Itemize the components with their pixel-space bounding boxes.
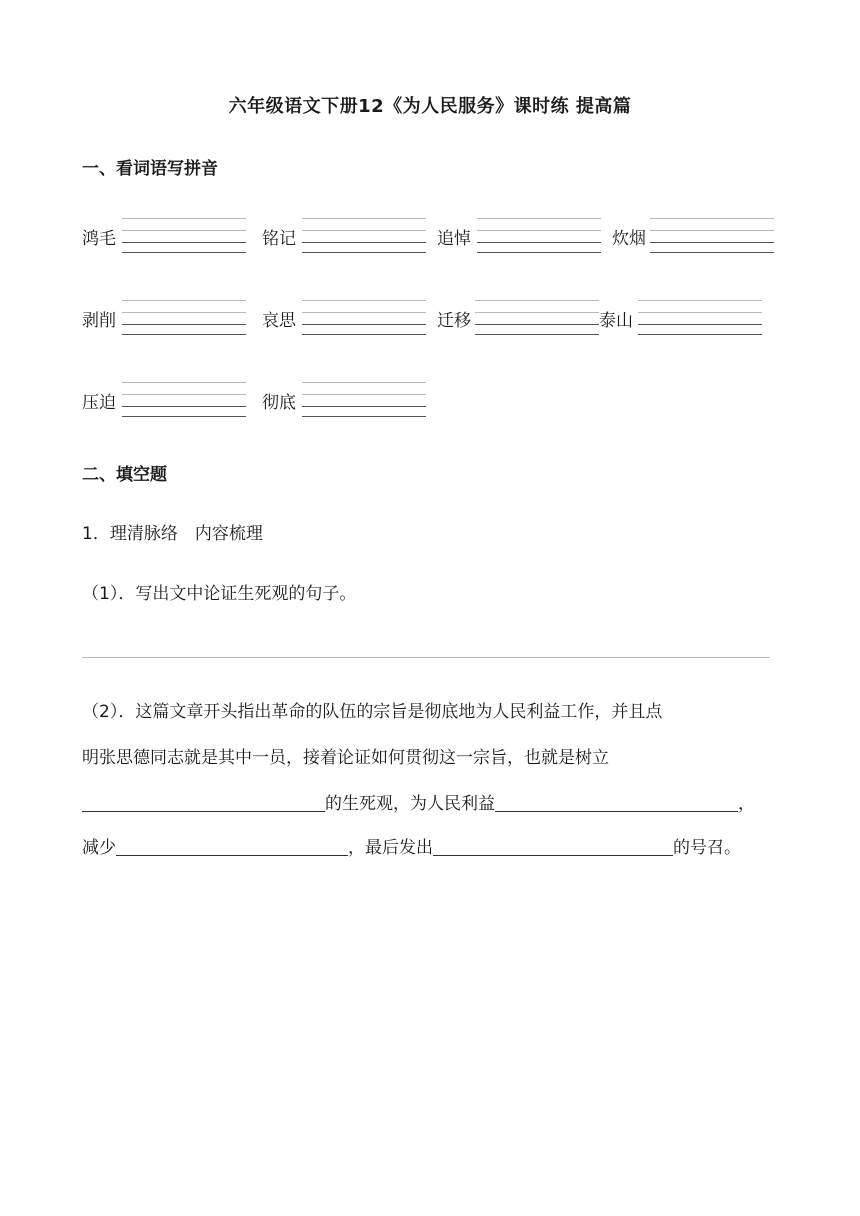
word-label: 彻底 — [262, 393, 296, 413]
word-label: 迁移 — [437, 311, 471, 331]
blank-text: 减少 — [82, 838, 116, 858]
fill-blank[interactable] — [82, 795, 325, 812]
question-1-heading: 1．理清脉络 内容梳理 — [82, 524, 263, 544]
pinyin-writing-lines[interactable] — [638, 300, 762, 336]
section-heading-pinyin: 一、看词语写拼音 — [82, 159, 218, 179]
word-label: 铭记 — [262, 229, 296, 249]
pinyin-writing-lines[interactable] — [302, 382, 426, 418]
fill-blank[interactable] — [116, 839, 348, 856]
word-label: 压迫 — [82, 393, 116, 413]
question-1-sub-1: （1）．写出文中论证生死观的句子。 — [82, 584, 357, 604]
word-label: 追悼 — [437, 229, 471, 249]
pinyin-writing-lines[interactable] — [122, 300, 246, 336]
word-label: 哀思 — [262, 311, 296, 331]
pinyin-writing-lines[interactable] — [477, 218, 601, 254]
blank-text: ， — [738, 794, 755, 814]
answer-line[interactable] — [82, 657, 770, 658]
word-label: 炊烟 — [612, 229, 646, 249]
fill-blank[interactable] — [433, 839, 673, 856]
question-1-sub-2-line-3 — [82, 789, 755, 814]
section-heading-fill-blank: 二、填空题 — [82, 465, 167, 485]
question-1-sub-2-line-1: （2）．这篇文章开头指出革命的队伍的宗旨是彻底地为人民利益工作，并且点 — [82, 702, 663, 722]
pinyin-writing-lines[interactable] — [302, 218, 426, 254]
question-1-sub-2-line-4 — [82, 833, 741, 858]
page-title: 六年级语文下册12《为人民服务》课时练 提高篇 — [228, 96, 632, 117]
pinyin-writing-lines[interactable] — [122, 218, 246, 254]
question-1-sub-2-line-2: 明张思德同志就是其中一员，接着论证如何贯彻这一宗旨，也就是树立 — [82, 748, 609, 768]
pinyin-writing-lines[interactable] — [122, 382, 246, 418]
blank-text: ，最后发出 — [348, 838, 433, 858]
blank-text: 的号召。 — [673, 838, 741, 858]
fill-blank[interactable] — [495, 795, 738, 812]
word-label: 泰山 — [599, 311, 633, 331]
pinyin-writing-lines[interactable] — [650, 218, 774, 254]
pinyin-writing-lines[interactable] — [302, 300, 426, 336]
word-label: 剥削 — [82, 311, 116, 331]
pinyin-writing-lines[interactable] — [475, 300, 599, 336]
blank-text: 的生死观，为人民利益 — [325, 794, 495, 814]
word-label: 鸿毛 — [82, 229, 116, 249]
